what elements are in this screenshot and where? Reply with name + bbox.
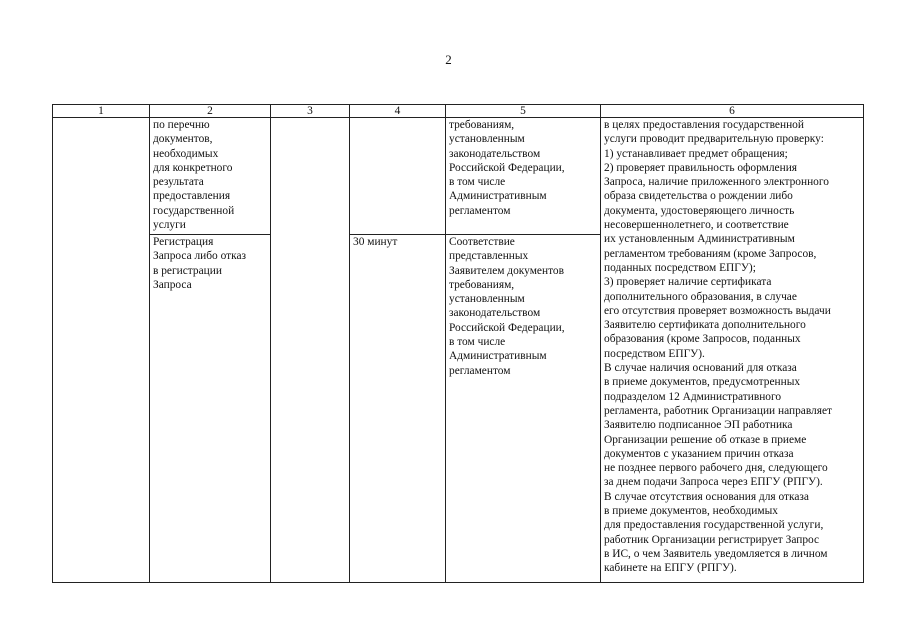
header-col-3: 3	[271, 105, 350, 118]
header-col-5: 5	[446, 105, 601, 118]
procedure-description: в целях предоставления государственной услуги проводит предварительную проверку: 1) устанавливает предмет обращения; 2) проверяет правильность оформления Запроса, наличие приложенного электронного образа свидетельства о рождении либо документа, удостоверяющего личность несовершеннолетнего, и соответствие их установленным Административным регламентом требованиям (кроме Запросов, поданных посредством ЕПГУ); 3) проверяет наличие сертификата дополнительного образования, в случае его отсутствия проверяет возможность выдачи Заявителю сертификата дополнительного образования (кроме Запросов, поданных посредством ЕПГУ). В случае наличия оснований для отказа в приеме документов, предусмотренных подразделом 12 Административного регламента, работник Организации направляет Заявителю подписанное ЭП работника Организации решение об отказе в приеме документов с указанием причин отказа не позднее первого рабочего дня, следующего за днем подачи Запроса через ЕПГУ (РПГУ). В случае отсутствия основания для отказа в приеме документов, необходимых для предоставления государственной услуги, работник Организации регистрирует Запрос в ИС, о чем Заявитель уведомляется в личном кабинете на ЕПГУ (РПГУ).	[604, 119, 833, 575]
header-col-2: 2	[150, 105, 271, 118]
header-col-6: 6	[601, 105, 864, 118]
table-row	[53, 118, 864, 235]
cell-col-3	[271, 118, 350, 583]
page-number: 2	[445, 52, 452, 67]
cell-col-4-row-2	[350, 235, 446, 583]
cell-col-2-row-2	[150, 235, 271, 583]
header-col-1: 1	[53, 105, 150, 118]
stage-title: Регистрация Запроса либо отказ в регистрации Запроса	[153, 236, 247, 291]
cell-col-6	[601, 118, 864, 583]
procedure-table	[52, 104, 864, 583]
table-header-row	[53, 105, 864, 118]
stage-description: по перечню документов, необходимых для конкретного результата предоставления государственной услуги	[153, 119, 235, 232]
criteria-text: требованиям, установленным законодательством Российской Федерации, в том числе Административным регламентом	[449, 119, 565, 217]
criteria-text: Соответствие представленных Заявителем документов требованиям, установленным законодательством Российской Федерации, в том числе Административным регламентом	[449, 236, 565, 377]
cell-col-5-row-2	[446, 235, 601, 583]
cell-col-5-row-1	[446, 118, 601, 235]
duration-text: 30 минут	[353, 236, 398, 248]
cell-col-1	[53, 118, 150, 583]
header-col-4: 4	[350, 105, 446, 118]
cell-col-4-row-1	[350, 118, 446, 235]
cell-col-2-row-1	[150, 118, 271, 235]
